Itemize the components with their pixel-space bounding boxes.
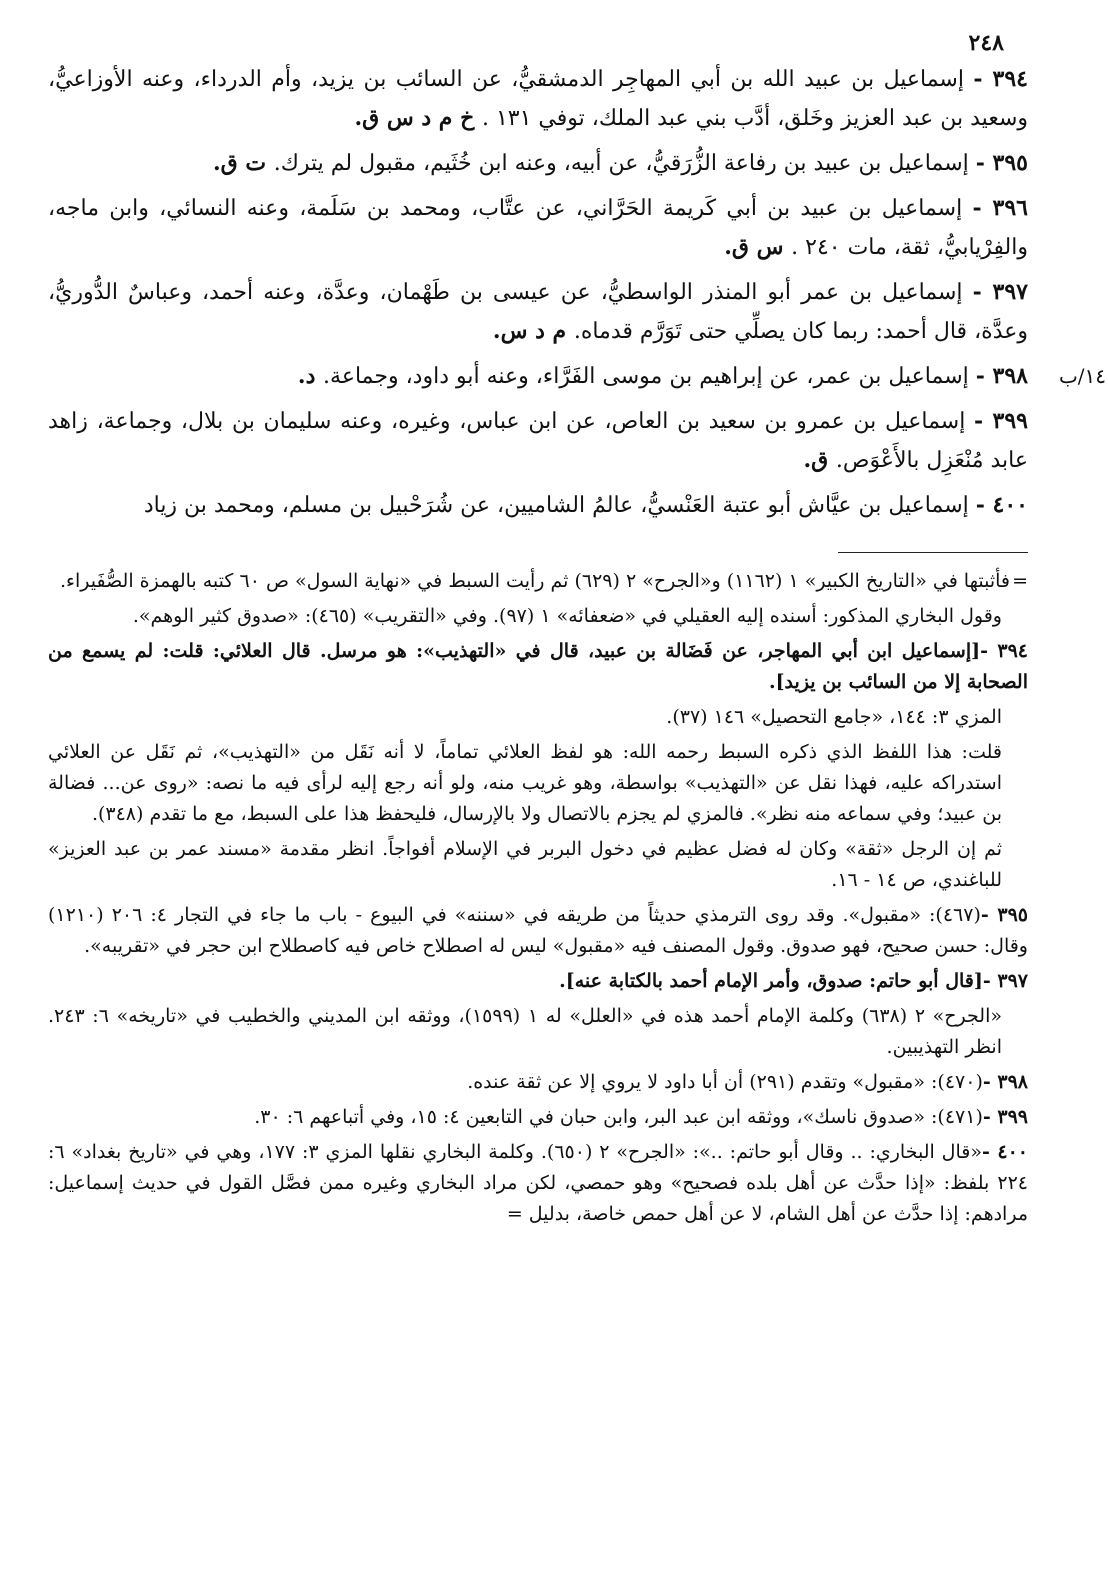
footnote-quote: [إسماعيل ابن أبي المهاجر، عن فَضَالة بن عبيد، قال في «التهذيب»: هو مرسل. قال العلائي: قلت: لم يسمع من الصحابة إلا من السائب بن يزيد]. xyxy=(48,640,1028,693)
entry-number: ٣٩٨ - xyxy=(975,363,1028,389)
footnote-number: ٤٠٠ - xyxy=(981,1141,1028,1163)
footnote-text: المزي ٣: ١٤٤، «جامع التحصيل» ١٤٦ (٣٧). xyxy=(666,706,1002,728)
entry-text: إسماعيل بن عبيد الله بن أبي المهاجِر الدمشقيُّ، عن السائب بن يزيد، وأم الدرداء، وعنه الأوزاعيُّ، وسعيد بن عبد العزيز وخَلق، أدَّب بني عبد الملك، توفي ١٣١ . xyxy=(48,67,1028,131)
footnote-paragraph xyxy=(48,601,1028,632)
footnote-divider xyxy=(838,552,1028,553)
entry-number: ٣٩٤ - xyxy=(973,66,1028,92)
footnote-text: «قال البخاري: .. وقال أبو حاتم: ..»: «الجرح» ٢ (٦٥٠). وكلمة البخاري نقلها المزي ٣: ١٧٧، وهي في «تاريخ بغداد» ٦: ٢٢٤ بلفظ: «إذا حدَّث عن أهل بلده فصحيح» وهو حمصي، لكن مراد البخاري وغيره ممن فصَّل القول في حديث إسماعيل: مرادهم: إذا حدَّث عن أهل الشام، لا عن أهل حمص خاصة، بدليل = xyxy=(48,1141,1028,1225)
entry-symbols: س ق. xyxy=(724,234,792,260)
entry-number: ٤٠٠ - xyxy=(975,492,1028,518)
entry-symbols: ت ق. xyxy=(212,150,274,176)
margin-folio-note: ١٤/ب xyxy=(1058,364,1106,388)
entry-symbols: د. xyxy=(297,363,324,389)
entry-399 xyxy=(48,402,1028,480)
entry-396 xyxy=(48,189,1028,267)
main-text xyxy=(48,60,1106,531)
footnote-paragraph xyxy=(48,702,1028,733)
footnote-text: فأثبتها في «التاريخ الكبير» ١ (١١٦٢) و«الجرح» ٢ (٦٢٩) ثم رأيت السبط في «نهاية السول» ص ٦٠ كتبه بالهمزة الصُّفَيراء. xyxy=(60,570,1010,592)
footnote-paragraph xyxy=(48,737,1028,830)
entry-symbols: م د س. xyxy=(492,318,574,344)
entry-395 xyxy=(48,144,1028,183)
page-number: ٢٤٨ xyxy=(968,30,1004,56)
footnote-399 xyxy=(48,1102,1028,1133)
entry-number: ٣٩٧ - xyxy=(972,279,1028,305)
footnote-text: قلت: هذا اللفظ الذي ذكره السبط رحمه الله: هو لفظ العلائي تماماً، لا أنه نَقَل من «التهذيب»، ثم نَقَل عن العلائي استدراكه عليه، فهذا نقل عن «التهذيب» بواسطة، وهو غريب منه، ولو أنه رجع إليه لرأى فيه ما نصه: «روى عن... فضالة بن عبيد؛ وفي سماعه منه نظر». فالمزي لم يجزم بالاتصال ولا بالإرسال، فليحفظ هذا على السبط، مع ما تقدم (٣٤٨). xyxy=(48,741,1002,825)
footnote-paragraph xyxy=(48,1001,1028,1063)
footnote-number: ٣٩٤ - xyxy=(980,640,1028,662)
entry-text: إسماعيل بن عمرو بن سعيد بن العاص، عن ابن عباس، وغيره، وعنه سليمان بن بلال، وجماعة، زاهد عابد مُنْعَزِل بالأَعْوَص. xyxy=(48,409,1028,473)
footnote-number: ٣٩٩ - xyxy=(982,1106,1028,1128)
footnote-number: ٣٩٨ - xyxy=(982,1071,1028,1093)
entry-398 xyxy=(48,357,1106,396)
entry-number: ٣٩٩ - xyxy=(974,408,1028,434)
footnote-397 xyxy=(48,966,1028,997)
footnote-398 xyxy=(48,1067,1028,1098)
entry-397 xyxy=(48,273,1028,351)
entry-394 xyxy=(48,60,1028,138)
footnote-400 xyxy=(48,1137,1028,1230)
footnote-quote: [قال أبو حاتم: صدوق، وأمر الإمام أحمد بالكتابة عنه]. xyxy=(559,970,983,992)
footnote-394 xyxy=(48,636,1028,698)
entry-400 xyxy=(48,486,1028,525)
entry-number: ٣٩٦ - xyxy=(972,195,1028,221)
continuation-mark: = xyxy=(1012,570,1028,592)
footnote-395 xyxy=(48,900,1028,962)
footnote-text: (٤٦٧): «مقبول». وقد روى الترمذي حديثاً من طريقه في «سننه» في البيوع - باب ما جاء في التجار ٤: ٢٠٦ (١٢١٠) وقال: حسن صحيح، فهو صدوق. وقول المصنف فيه «مقبول» ليس له اصطلاح خاص فيه كاصطلاح ابن حجر في «تقريبه». xyxy=(48,904,1028,957)
entry-symbols: خ م د س ق. xyxy=(354,105,482,131)
footnote-number: ٣٩٥ - xyxy=(980,904,1028,926)
entry-text: إسماعيل بن عيَّاش أبو عتبة العَنْسيُّ، عالمُ الشاميين، عن شُرَحْبيل بن مسلم، ومحمد بن زياد xyxy=(143,493,976,518)
entry-text: إسماعيل بن عبيد بن أبي كَريمة الحَرَّاني، عن عتَّاب، ومحمد بن سَلَمة، وعنه النسائي، وابن ماجه، والفِرْيابيُّ، ثقة، مات ٢٤٠ . xyxy=(48,196,1028,260)
footnote-paragraph xyxy=(48,834,1028,896)
entry-number: ٣٩٥ - xyxy=(975,150,1028,176)
footnote-text: ثم إن الرجل «ثقة» وكان له فضل عظيم في دخول البربر في الإسلام أفواجاً. انظر مقدمة «مسند عمر بن عبد العزيز» للباغندي، ص ١٤ - ١٦. xyxy=(48,838,1002,891)
entry-text: إسماعيل بن عبيد بن رفاعة الزُّرَقيُّ، عن أبيه، وعنه ابن خُثَيم، مقبول لم يترك. xyxy=(273,151,976,176)
footnote-number: ٣٩٧ - xyxy=(982,970,1028,992)
footnote-text: (٤٧٠): «مقبول» وتقدم (٢٩١) أن أبا داود لا يروي إلا عن ثقة عنده. xyxy=(467,1071,983,1093)
entry-text: إسماعيل بن عمر، عن إبراهيم بن موسى الفَرَّاء، وعنه أبو داود، وجماعة. xyxy=(323,364,976,389)
footnotes xyxy=(48,566,1028,1234)
footnote-continuation xyxy=(48,566,1028,597)
footnote-text: (٤٧١): «صدوق ناسك»، ووثقه ابن عبد البر، وابن حبان في التابعين ٤: ١٥، وفي أتباعهم ٦: ٣٠. xyxy=(254,1106,983,1128)
entry-text: إسماعيل بن عمر أبو المنذر الواسطيُّ، عن عيسى بن طَهْمان، وعدَّة، وعنه أحمد، وعباسٌ الدُّوريُّ، وعدَّة، قال أحمد: ربما كان يصلِّي حتى تَوَرَّم قدماه. xyxy=(48,280,1028,344)
footnote-text: «الجرح» ٢ (٦٣٨) وكلمة الإمام أحمد هذه في «العلل» له ١ (١٥٩٩)، ووثقه ابن المديني والخطيب في «تاريخه» ٦: ٢٤٣. انظر التهذيبين. xyxy=(48,1005,1003,1058)
footnote-text: وقول البخاري المذكور: أسنده إليه العقيلي في «ضعفائه» ١ (٩٧). وفي «التقريب» (٤٦٥): «صدوق كثير الوهم». xyxy=(132,605,1002,627)
entry-symbols: ق. xyxy=(803,447,836,473)
